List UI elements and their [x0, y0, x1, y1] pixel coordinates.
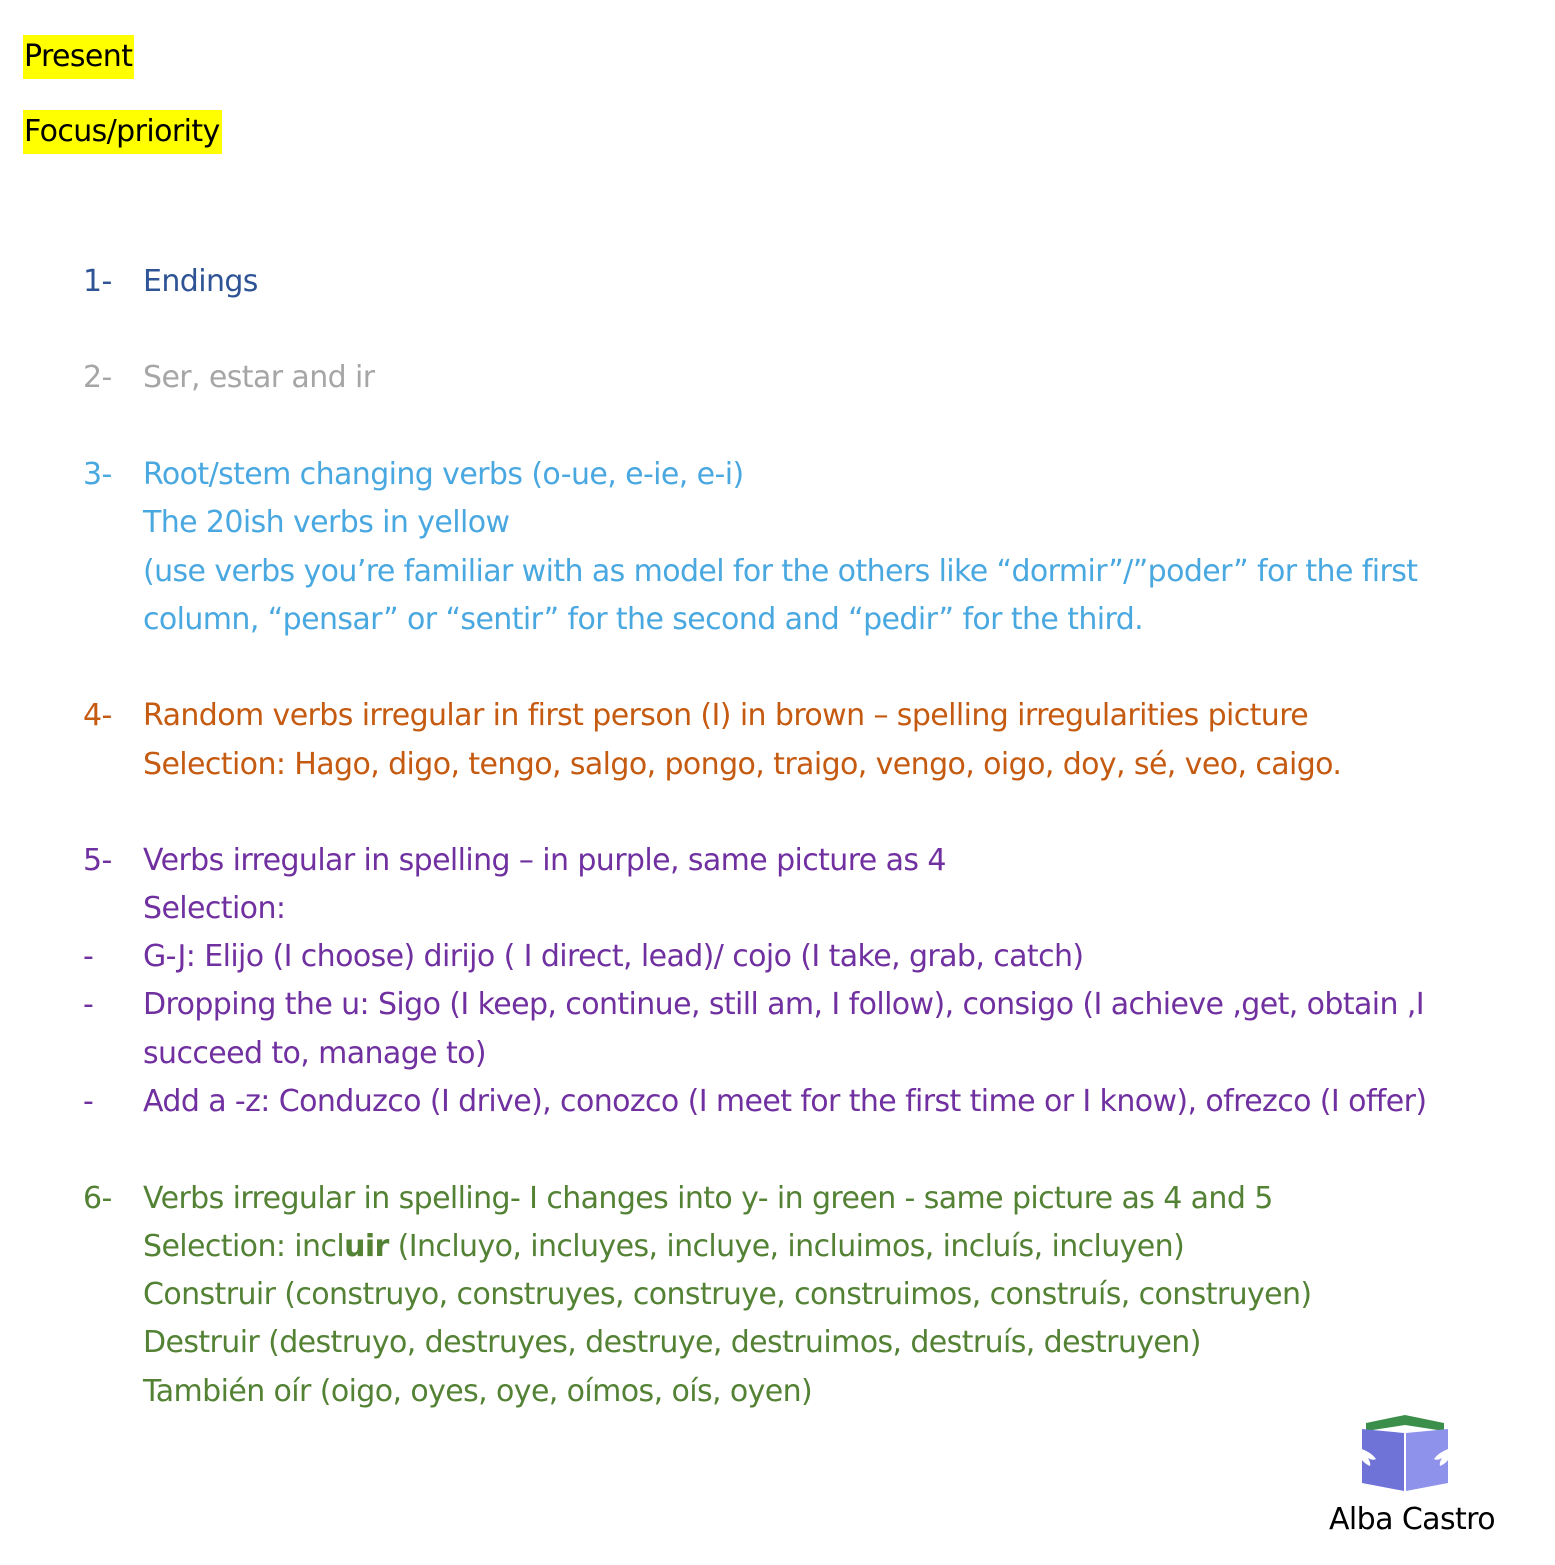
item-number: 6- — [83, 1181, 112, 1216]
page-subtitle: Focus/priority — [23, 110, 222, 154]
item-number: 3- — [83, 457, 112, 492]
item-text: Selection: Hago, digo, tengo, salgo, pongo, traigo, vengo, oigo, doy, sé, veo, caigo. — [143, 747, 1342, 782]
item-number: 5- — [83, 843, 112, 878]
item-text: Random verbs irregular in first person (I) in brown – spelling irregularities picture — [143, 698, 1309, 733]
item-text: Verbs irregular in spelling- I changes into y- in green - same picture as 4 and 5 — [143, 1181, 1273, 1216]
item-text: Root/stem changing verbs (o-ue, e-ie, e-i) — [143, 457, 744, 492]
bullet-marker: - — [83, 1084, 94, 1119]
item-text: Construir (construyo, construyes, construye, construimos, construís, construyen) — [143, 1277, 1312, 1312]
bullet-text: Add a -z: Conduzco (I drive), conozco (I meet for the first time or I know), ofrezco (I offer) — [143, 1084, 1427, 1119]
item-text: The 20ish verbs in yellow — [143, 505, 510, 540]
item-text: También oír (oigo, oyes, oye, oímos, oís, oyen) — [143, 1374, 813, 1409]
item-text: Selection: — [143, 891, 286, 926]
item-text: Destruir (destruyo, destruyes, destruye, destruimos, destruís, destruyen) — [143, 1325, 1201, 1360]
bullet-text: Dropping the u: Sigo (I keep, continue, still am, I follow), consigo (I achieve ,get, obtain ,I — [143, 987, 1425, 1022]
item-number: 4- — [83, 698, 112, 733]
bullet-marker: - — [83, 987, 94, 1022]
page-title: Present — [23, 35, 134, 79]
bullet-text: succeed to, manage to) — [143, 1036, 486, 1071]
selection-bold-ending: uir — [344, 1229, 389, 1264]
bullet-marker: - — [83, 939, 94, 974]
logo — [1360, 1413, 1450, 1493]
logo-name: Alba Castro — [1329, 1502, 1495, 1537]
open-book-icon — [1360, 1413, 1450, 1493]
item-text-selection — [143, 1223, 1184, 1271]
bullet-text: G-J: Elijo (I choose) dirijo ( I direct, lead)/ cojo (I take, grab, catch) — [143, 939, 1084, 974]
selection-prefix: Selection: incl — [143, 1229, 345, 1264]
item-text: Ser, estar and ir — [143, 360, 375, 395]
selection-suffix: (Incluyo, incluyes, incluye, incluimos, incluís, incluyen) — [388, 1229, 1185, 1264]
item-text: Endings — [143, 264, 258, 299]
item-number: 2- — [83, 360, 112, 395]
item-number: 1- — [83, 264, 112, 299]
item-text: (use verbs you’re familiar with as model for the others like “dormir”/”poder” for the first — [143, 554, 1418, 589]
item-text: Verbs irregular in spelling – in purple, same picture as 4 — [143, 843, 946, 878]
item-text: column, “pensar” or “sentir” for the second and “pedir” for the third. — [143, 602, 1144, 637]
